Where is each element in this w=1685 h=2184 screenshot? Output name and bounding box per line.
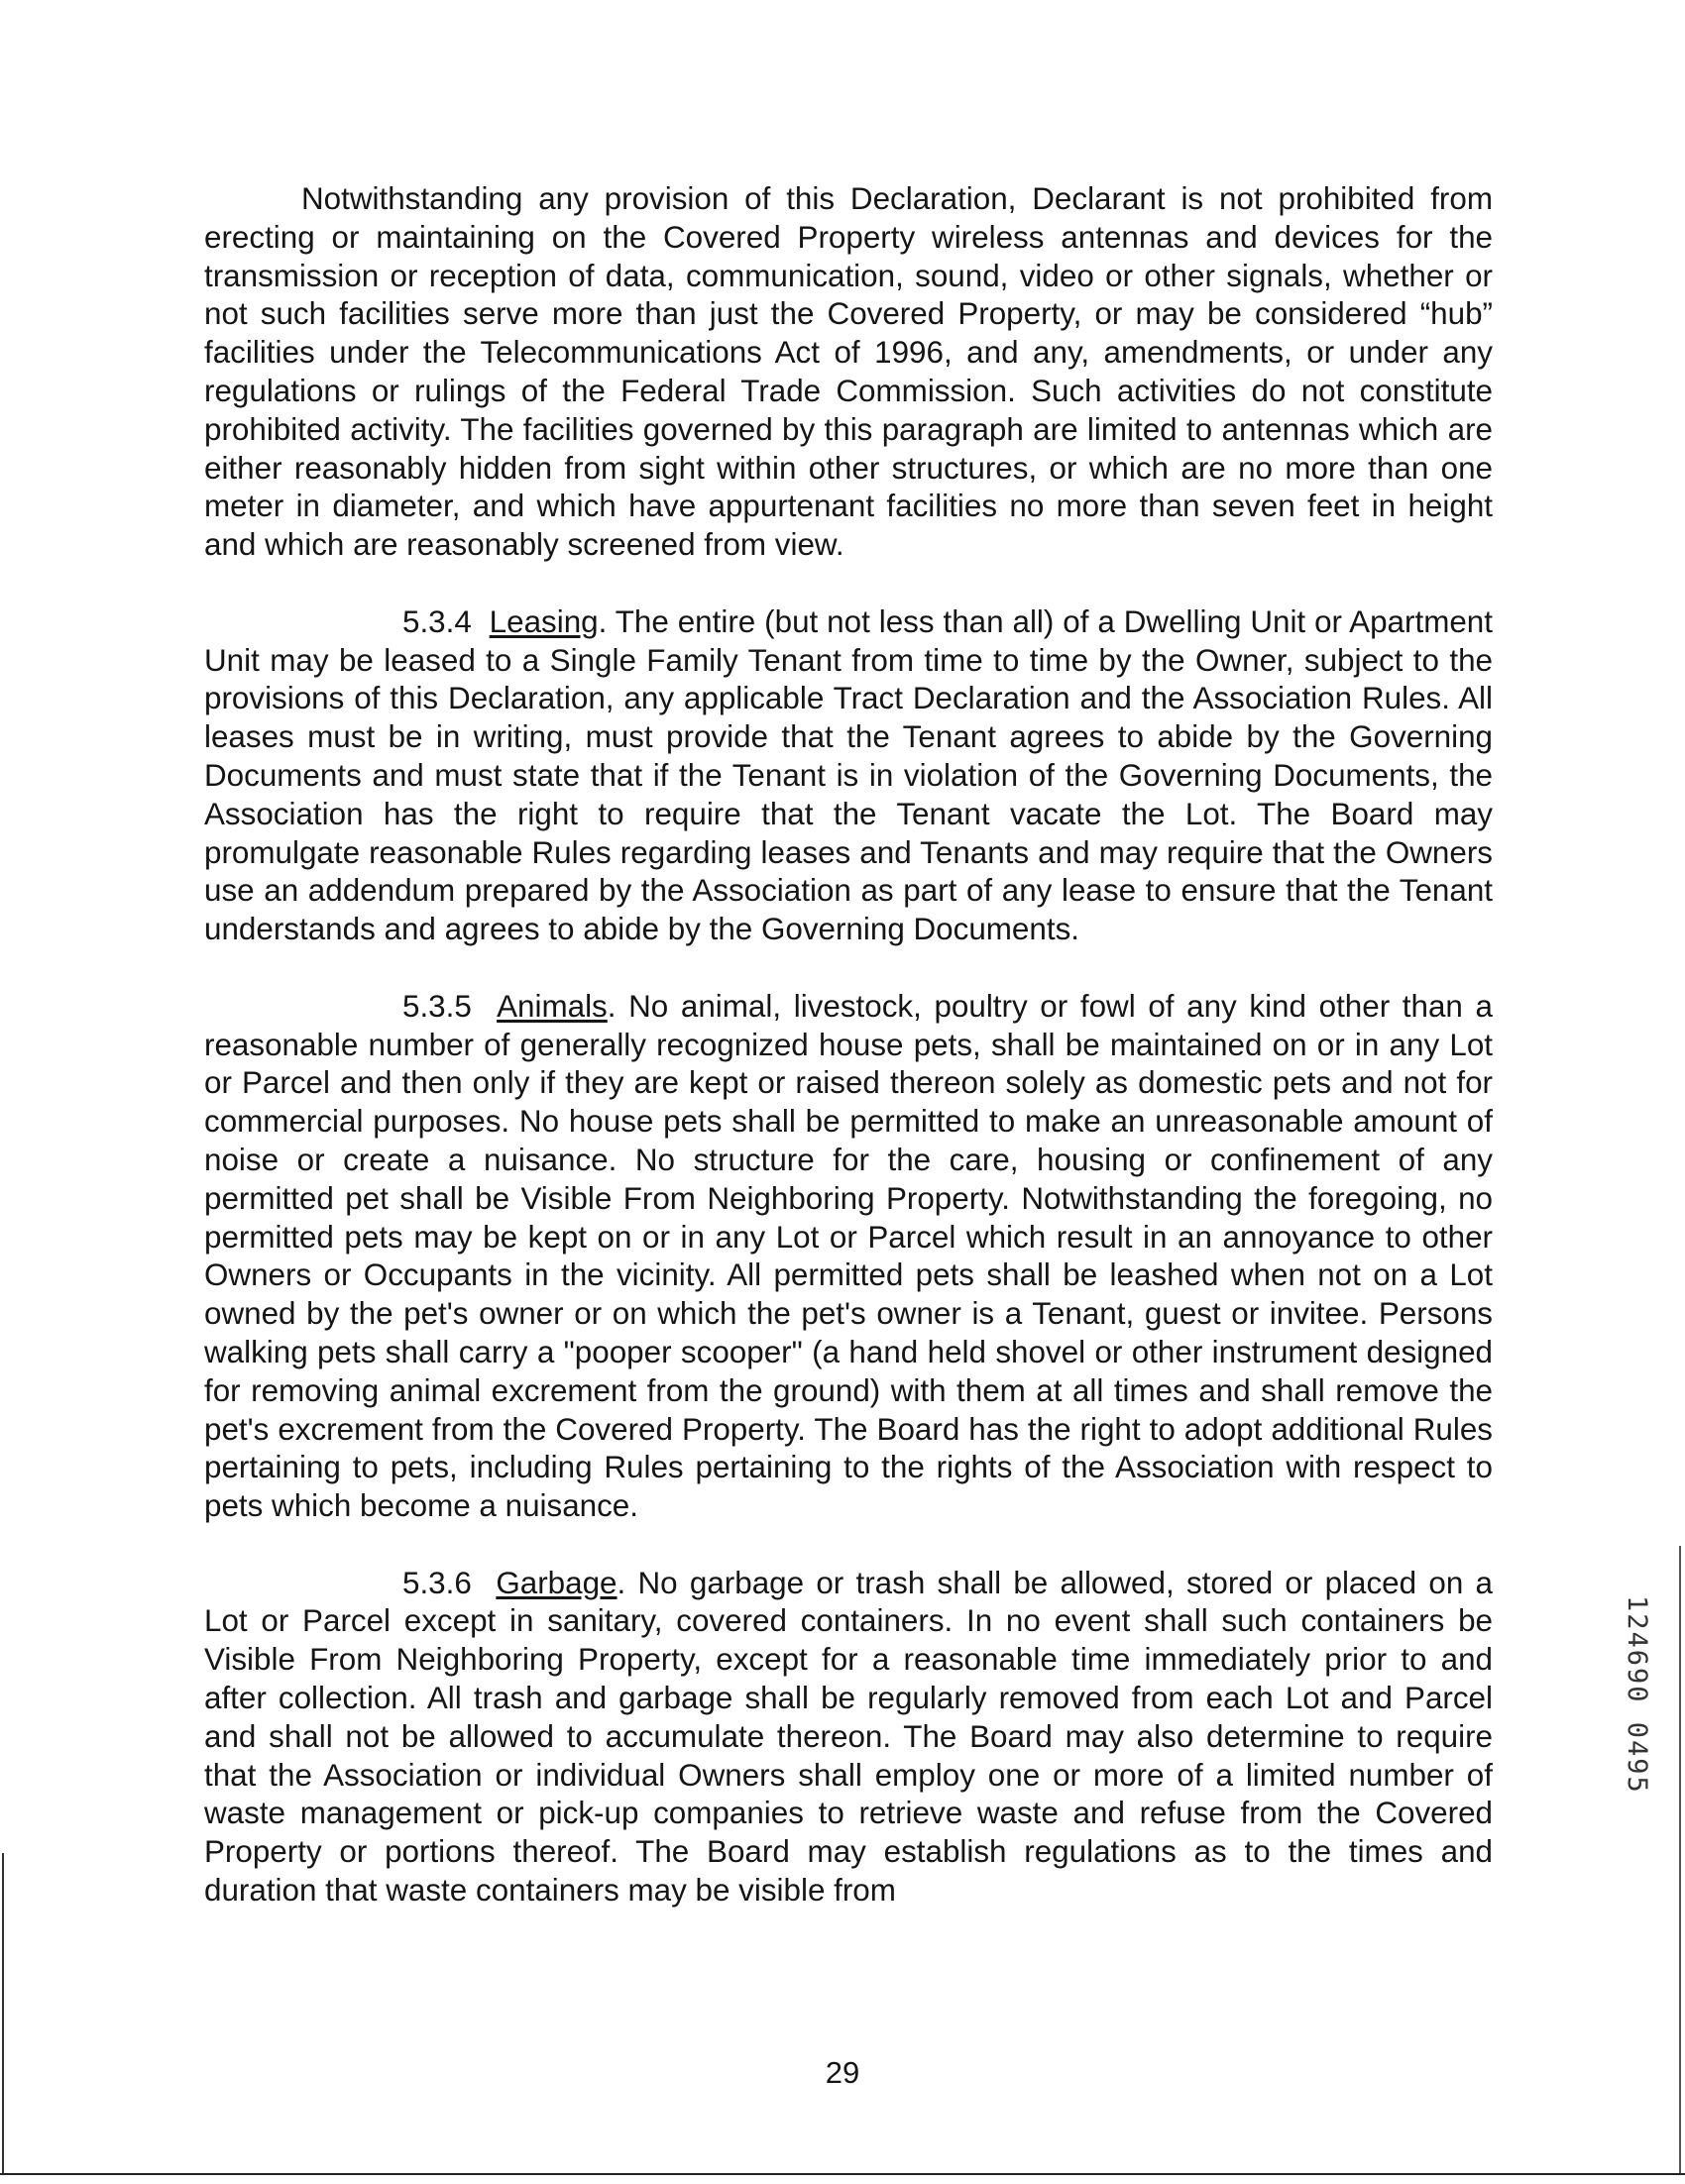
page-number: 29: [825, 2055, 860, 2090]
body-text: [204, 180, 1493, 1949]
section-5-3-4-leasing: [204, 603, 1493, 949]
section-heading: Animals: [497, 988, 608, 1024]
section-text: . The entire (but not less than all) of a Dwelling Unit or Apartment Unit may be leased to a Single Family Tenant from time to time by the Owner, subject to the provisions of this Declaration, any applicable Tract Declaration and the Association Rules. All leases must be in writing, must provide that the Tenant agrees to abide by the Governing Documents and must state that if the Tenant is in violation of the Governing Documents, the Association has the right to require that the Tenant vacate the Lot. The Board may promulgate reasonable Rules regarding leases and Tenants and may require that the Owners use an addendum prepared by the Association as part of any lease to ensure that the Tenant understands and agrees to abide by the Governing Documents.: [204, 603, 1493, 947]
scan-edge-line-bottom: [0, 2173, 1685, 2175]
section-5-3-5-animals: [204, 988, 1493, 1526]
section-number: 5.3.5: [402, 988, 472, 1024]
section-heading: Leasing: [489, 603, 599, 639]
scan-edge-line-left: [2, 1853, 4, 2174]
section-5-3-6-garbage: [204, 1565, 1493, 1911]
scan-edge-line-right: [1679, 1546, 1681, 2174]
paragraph-antennas: Notwithstanding any provision of this Declaration, Declarant is not prohibited from erecting or maintaining on the Covered Property wireless antennas and devices for the transmission or reception of data, communication, sound, video or other signals, whether or not such facilities serve more than just the Covered Property, or may be considered “hub” facilities under the Telecommunications Act of 1996, and any, amendments, or under any regulations or rulings of the Federal Trade Commission. Such activities do not constitute prohibited activity. The facilities governed by this paragraph are limited to antennas which are either reasonably hidden from sight within other structures, or which are no more than one meter in diameter, and which have appurtenant facilities no more than seven feet in height and which are reasonably screened from view.: [204, 181, 1493, 563]
section-text: . No garbage or trash shall be allowed, stored or placed on a Lot or Parcel except in sanitary, covered containers. In no event shall such containers be Visible From Neighboring Property, except for a reasonable time immediately prior to and after collection. All trash and garbage shall be regularly removed from each Lot and Parcel and shall not be allowed to accumulate thereon. The Board may also determine to require that the Association or individual Owners shall employ one or more of a limited number of waste management or pick-up companies to retrieve waste and refuse from the Covered Property or portions thereof. The Board may establish regulations as to the times and duration that waste containers may be visible from: [204, 1565, 1493, 1909]
recording-number: 124690 0495: [1622, 1595, 1652, 1795]
section-number: 5.3.6: [402, 1565, 472, 1600]
section-text: . No animal, livestock, poultry or fowl of any kind other than a reasonable number of generally recognized house pets, shall be maintained on or in any Lot or Parcel and then only if they are kept or raised thereon solely as domestic pets and not for commercial purposes. No house pets shall be permitted to make an unreasonable amount of noise or create a nuisance. No structure for the care, housing or confinement of any permitted pet shall be Visible From Neighboring Property. Notwithstanding the foregoing, no permitted pets may be kept on or in any Lot or Parcel which result in an annoyance to other Owners or Occupants in the vicinity. All permitted pets shall be leashed when not on a Lot owned by the pet's owner or on which the pet's owner is a Tenant, guest or invitee. Persons walking pets shall carry a "pooper scooper" (a hand held shovel or other instrument designed for removing animal excrement from the ground) with them at all times and shall remove the pet's excrement from the Covered Property. The Board has the right to adopt additional Rules pertaining to pets, including Rules pertaining to the rights of the Association with respect to pets which become a nuisance.: [204, 988, 1493, 1524]
section-heading: Garbage: [496, 1565, 618, 1600]
section-number: 5.3.4: [402, 603, 472, 639]
